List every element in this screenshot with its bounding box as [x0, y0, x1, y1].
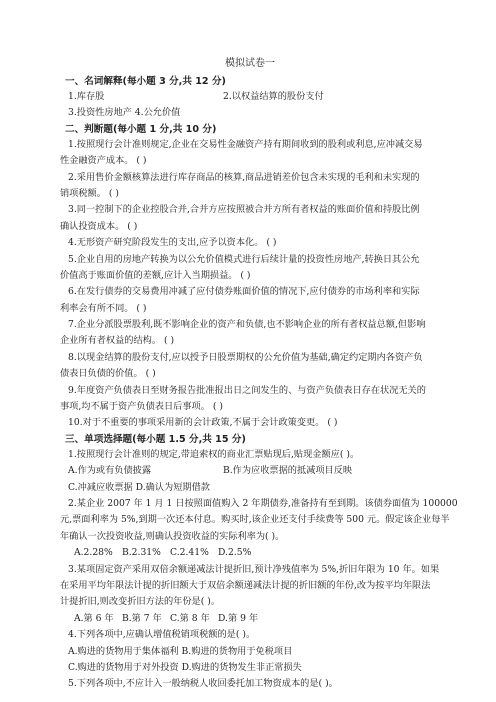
question-3-line1: 3.某项固定资产采用双倍余额递减法计提折旧,预计净残值率为 5%,折旧年限为 10 年。如果	[68, 563, 440, 575]
question-1: 1.按照现行会计准则的规定,带追索权的商业汇票贴现后,贴现金额应( )。	[68, 448, 360, 460]
section-heading-terms: 一、名词解释(每小题 3 分,共 12 分)	[65, 76, 226, 87]
option-2d: D.2.5%	[218, 547, 252, 559]
judge-6-line1: 6.在发行债券的交易费用冲减了应付债券账面价值的情况下,应付债券的市场利率和实际	[68, 286, 420, 298]
judge-5-line2: 价值高于账面价值的差额,应计入当期损益。 ( )	[60, 269, 251, 281]
question-3-options	[60, 611, 440, 627]
question-4-options-ab: A.购进的货物用于集体福利 B.购进的货物用于免税项目	[68, 645, 293, 657]
option-3b: B.第 7 年	[122, 612, 162, 624]
question-4: 4.下列各项中,应确认增值税销项税额的是( )。	[68, 629, 256, 641]
question-4-options-cd: C.购进的货物用于对外投资 D.购进的货物发生非正常损失	[68, 661, 302, 673]
question-1-options-ab	[60, 463, 440, 479]
judge-2-line2: 销项税额。 ( )	[60, 187, 119, 199]
section-heading-judge: 二、判断题(每小题 1 分,共 10 分)	[65, 123, 217, 135]
term-2: 2.以权益结算的股份支付	[223, 91, 324, 102]
judge-3-line1: 3.同一控制下的企业控股合并,合并方应按照被合并方所有者权益的账面价值和持股比例	[68, 204, 420, 216]
exam-page	[60, 56, 458, 693]
option-3d: D.第 9 年	[218, 612, 259, 624]
judge-8-line1: 8.以现金结算的股份支付,应以授予日股票期权的公允价值为基础,确定约定期内各资产负	[68, 351, 423, 363]
judge-7-line1: 7.企业分派股票股利,既不影响企业的资产和负债,也不影响企业的所有者权益总额,但影响	[68, 319, 426, 331]
judge-1-line2: 性金融资产成本。 ( )	[60, 155, 147, 167]
judge-9-line2: 事项,均不属于资产负债表日后事项。 ( )	[60, 401, 223, 413]
judge-3-line2: 确认投资成本。 ( )	[60, 220, 138, 232]
page-title: 模拟试卷一	[225, 58, 275, 69]
judge-4: 4.无形资产研究阶段发生的支出,应予以资本化。 ( )	[68, 237, 277, 249]
judge-2-line1: 2.采用售价金额核算法进行库存商品的核算,商品进销差价包含未实现的毛利和未实现的	[68, 171, 420, 183]
judge-10: 10.对于不重要的事项采用新的会计政策,不属于会计政策变更。 ( )	[68, 417, 338, 429]
option-1b: B.作为应收票据的抵减项目反映	[223, 465, 353, 477]
judge-7-line2: 企业所有者权益的结构。 ( )	[60, 335, 175, 347]
judge-5-line1: 5.企业自用的房地产转换为以公允价值模式进行后续计量的投资性房地产,转换日其公允	[68, 253, 420, 265]
terms-row	[60, 89, 440, 105]
section-heading-choice: 三、单项选择题(每小题 1.5 分,共 15 分)	[65, 433, 246, 445]
question-2-options	[60, 545, 440, 561]
option-1a: A.作为或有负债披露	[68, 465, 152, 477]
option-3c: C.第 8 年	[170, 612, 210, 624]
option-2a: A.2.28%	[74, 547, 113, 559]
question-3-line3: 计提折旧,则改变折旧方法的年份是( )。	[60, 596, 221, 608]
question-2-line2: 元,票面利率为 5%,到期一次还本付息。购买时,该企业还支付手续费等 500 元。假定该企业每半	[60, 514, 450, 526]
option-2c: C.2.41%	[170, 547, 209, 559]
question-2-line3: 年确认一次投资收益,则确认投资收益的实际利率为( )。	[60, 530, 285, 542]
question-3-line2: 在采用平均年限法计提的折旧额大于双倍余额递减法计提的折旧额的年份,改为按平均年限法	[60, 579, 431, 591]
terms-3-4: 3.投资性房地产 4.公允价值	[68, 107, 181, 119]
question-5: 5.下列各项中,不应计入一般纳税人收回委托加工物资成本的是( )。	[68, 678, 338, 690]
option-3a: A.第 6 年	[74, 612, 114, 624]
judge-8-line2: 债表日负债的价值。 ( )	[60, 368, 156, 380]
judge-6-line2: 利率会有所不同。 ( )	[60, 302, 147, 314]
question-2-line1: 2.某企业 2007 年 1 月 1 日按照面值购入 2 年期债券,准备持有至到期。该债券面值为 100000	[68, 497, 458, 509]
judge-1-line1: 1.按照现行会计准则规定,企业在交易性金融资产持有期间收到的股利或利息,应冲减交易	[68, 138, 423, 150]
judge-9-line1: 9.年度资产负债表日至财务报告批准报出日之间发生的、与资产负债表日存在状况无关的	[68, 384, 426, 396]
question-1-options-cd: C.冲减应收票据 D.确认为短期借款	[68, 481, 210, 493]
option-2b: B.2.31%	[122, 547, 161, 559]
term-1: 1.库存股	[68, 91, 105, 102]
